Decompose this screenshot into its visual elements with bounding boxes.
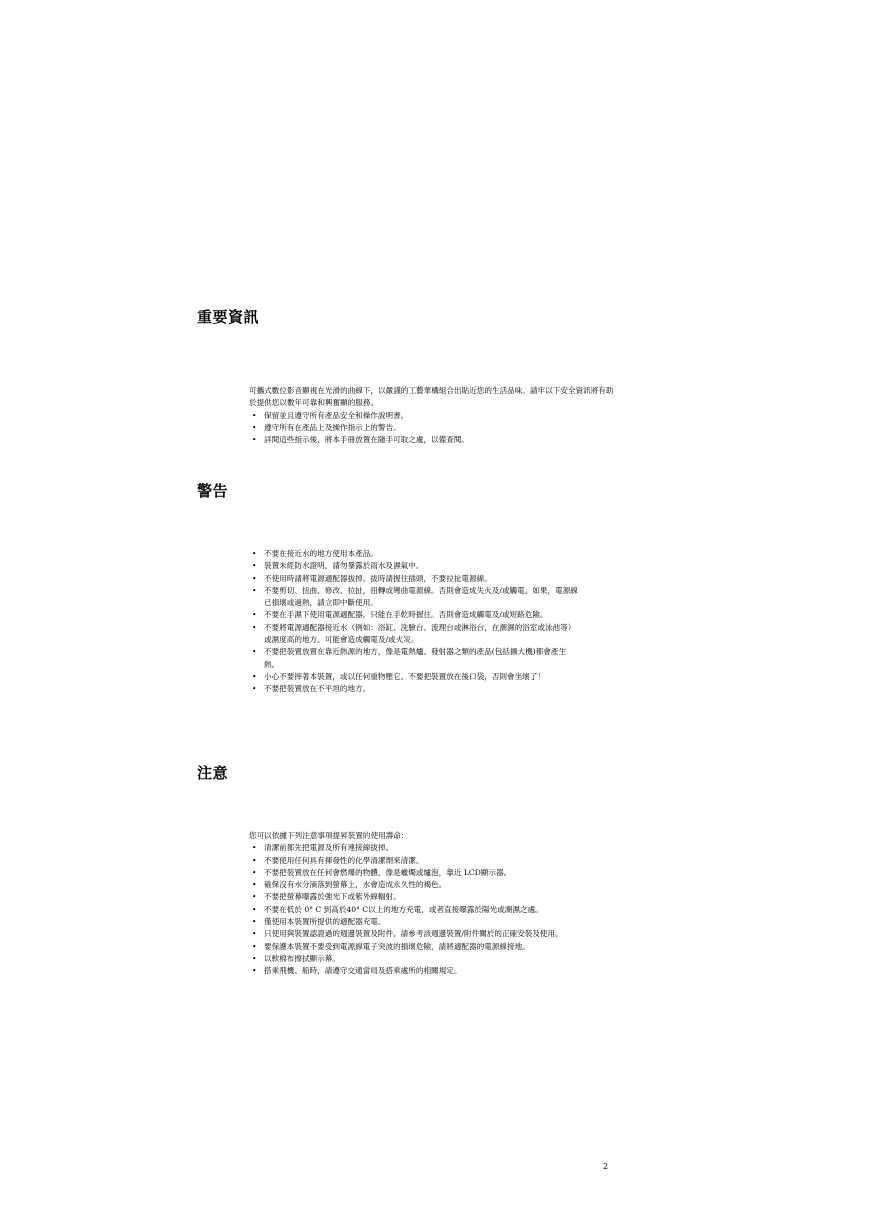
- list-item: • 不要將電源適配器接近水（例如：浴缸、洗臉台、流理台或淋浴台，在潮濕的浴室或泳池等）或濕度高的地方。可能會造成觸電及/或火災。: [252, 622, 576, 645]
- list-item: • 以軟棉布擦拭顯示幕。: [249, 953, 579, 965]
- list-item: • 只使用與裝置認證過的週邊裝置及附件。請參考該週邊裝置/附件關於的正確安裝及使用。: [249, 928, 579, 940]
- bullet-icon: •: [252, 610, 257, 620]
- bullet-icon: •: [252, 684, 257, 694]
- bullet-icon: •: [252, 917, 257, 927]
- bullet-icon: •: [252, 880, 257, 890]
- list-item: • 確保沒有水分滴落到螢幕上，水會造成永久性的褐色。: [249, 879, 579, 891]
- bullet-icon: •: [252, 561, 257, 571]
- important-info-heading: 重要資訊: [197, 308, 260, 326]
- list-item: • 不使用時請將電源適配器拔掉。拔時請握住插頭，不要拉扯電源線。: [249, 573, 579, 585]
- bullet-icon: •: [252, 855, 257, 865]
- bullet-icon: •: [252, 671, 257, 681]
- list-item: • 清潔前都先把電源及所有連接線拔掉。: [249, 842, 579, 854]
- list-item: • 不要把裝置放置在靠近熱源的地方，像是電熱爐、發射器之類的產品(包括擴大機)都會產生熱。: [252, 647, 567, 669]
- list-item: • 僅使用本裝置所提供的適配器充電。: [249, 916, 579, 928]
- bullet-icon: •: [252, 843, 257, 853]
- bullet-icon: •: [252, 953, 257, 963]
- bullet-icon: •: [252, 422, 257, 432]
- list-item: • 不要把裝置放在不平坦的地方。: [249, 683, 579, 695]
- list-item: • 保留並且遵守所有產品安全和操作說明書。: [249, 410, 619, 422]
- caution-intro: 您可以依據下列注意事項提昇裝置的使用壽命：: [249, 831, 409, 840]
- list-item: • 搭乘飛機、船時，請遵守交通當局及搭乘處所的相關規定。: [249, 965, 579, 977]
- caution-heading: 注意: [197, 764, 229, 782]
- important-info-section: [249, 385, 619, 446]
- important-list: [249, 410, 619, 447]
- page-number: 2: [603, 1162, 609, 1171]
- warning-heading: 警告: [197, 482, 229, 500]
- list-item: • 不要在手濕下使用電源適配器，只能在手乾時握住。否則會造成觸電及/或短路危險。: [249, 609, 579, 621]
- list-item: • 不要使用任何具有揮發性的化學清潔劑來清潔。: [249, 855, 579, 867]
- bullet-icon: •: [252, 941, 257, 951]
- list-item: • 要保護本裝置不要受到電源線電子突波的損壞危險，請將適配器的電源線接地。: [249, 941, 579, 953]
- list-item: • 小心不要摔著本裝置，或以任何重物壓它。不要把裝置放在後口袋，否則會坐壞了！: [249, 671, 579, 683]
- bullet-icon: •: [252, 892, 257, 902]
- bullet-icon: •: [252, 904, 257, 914]
- list-item: • 遵守所有在產品上及操作指示上的警告。: [249, 422, 619, 434]
- list-item: • 不要在低於 0° C 到高於40° C以上的地方充電，或者直接曝露於陽光或潮濕之處。: [249, 904, 579, 916]
- list-item: • 不要剪切、扭曲、修改、拉扯，扭轉或彎曲電源線。否則會造成失火及/或觸電。如果，電源線已損壞或過熱，請立即中斷使用。: [252, 585, 578, 608]
- list-item: • 不要把螢幕曝露於強光下或紫外線輻射。: [249, 891, 579, 903]
- bullet-icon: •: [252, 929, 257, 939]
- list-item: • 不要把裝置放在任何會燃爆的物體，像是蠟燭或爐泡，靠近 LCD顯示器。: [249, 867, 579, 879]
- bullet-icon: •: [252, 585, 257, 595]
- list-item: • 不要在接近水的地方使用本產品。: [249, 548, 579, 560]
- bullet-icon: •: [252, 410, 257, 420]
- bullet-icon: •: [252, 549, 257, 558]
- bullet-icon: •: [252, 867, 257, 877]
- caution-section: [249, 830, 579, 978]
- warning-section: [249, 548, 579, 696]
- important-intro: 可攜式數位影音顯視在光滑的曲線下，以嚴謹的工藝華構組合出貼近您的生活品味。請牢以下安全資訊將有助於提供您以數年可靠和興奮顯的服務。: [249, 386, 614, 408]
- caution-list: [249, 842, 579, 977]
- bullet-icon: •: [252, 435, 257, 445]
- list-item: • 詳閱這些指示後，將本手冊放置在隨手可取之處，以備查閱。: [249, 434, 619, 446]
- bullet-icon: •: [252, 622, 257, 632]
- bullet-icon: •: [252, 966, 257, 976]
- bullet-icon: •: [252, 647, 257, 657]
- bullet-icon: •: [252, 573, 257, 583]
- list-item: • 裝置未經防水證明，請勿暴露於雨水及濕氣中。: [249, 560, 579, 572]
- warning-list: [249, 548, 579, 696]
